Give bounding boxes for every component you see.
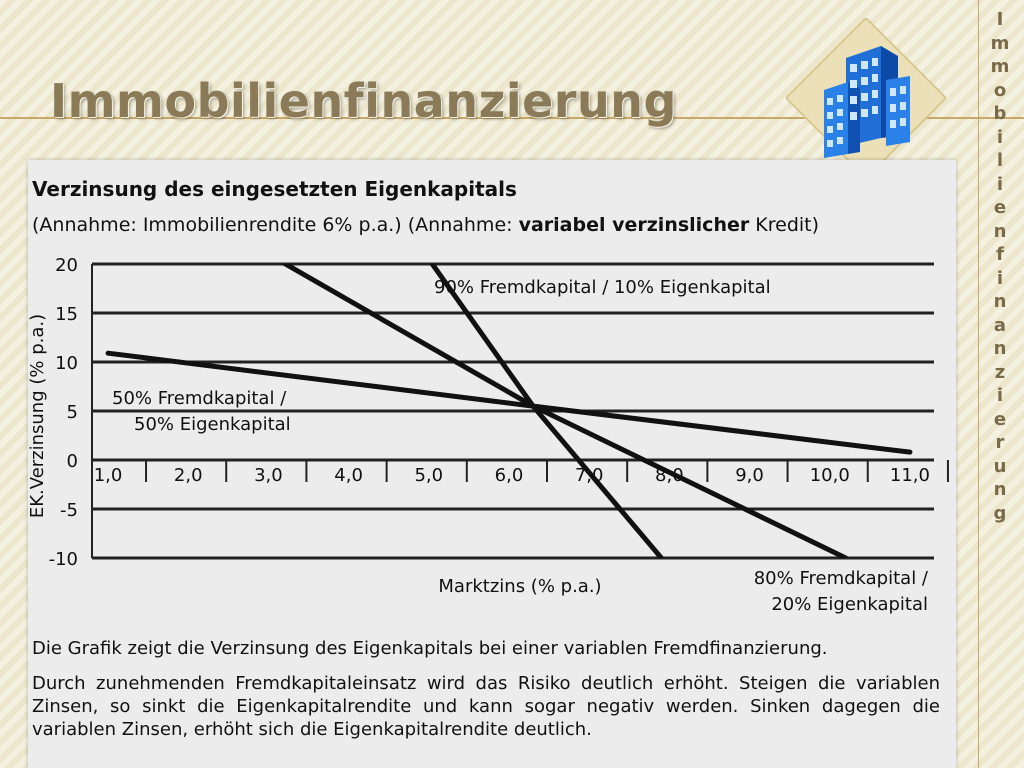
vertical-title-letter: n <box>993 338 1007 359</box>
x-tick-label: 9,0 <box>735 465 764 486</box>
x-tick-label: 4,0 <box>334 465 363 486</box>
assumption-bold: variabel verzinslicher <box>518 214 750 236</box>
x-tick-label: 6,0 <box>494 465 524 486</box>
series-label: 80% Fremdkapital / <box>753 568 928 589</box>
paragraph-1: Die Grafik zeigt die Verzinsung des Eigenkapitals bei einer variablen Fremdfinanzierung. <box>32 638 828 659</box>
vertical-title-letter: I <box>996 9 1004 30</box>
x-tick-label: 5,0 <box>414 465 444 486</box>
x-tick-label: 1,0 <box>93 465 123 486</box>
x-tick-label: 2,0 <box>173 465 203 486</box>
y-tick-label: -10 <box>48 549 78 570</box>
slide-title: Immobilienfinanzierung <box>50 74 677 128</box>
vertical-title-letter: e <box>993 408 1007 430</box>
vertical-title-letter: b <box>993 103 1007 124</box>
vertical-title-letter: n <box>993 291 1007 312</box>
vertical-title-letter: m <box>990 32 1010 54</box>
series-label: 50% Eigenkapital <box>134 414 291 435</box>
vertical-title-letter: o <box>993 79 1007 101</box>
x-tick-label: 8,0 <box>655 465 684 486</box>
series-label: 50% Fremdkapital / <box>112 388 287 409</box>
vertical-title-letter: i <box>996 385 1004 406</box>
vertical-title-letter: e <box>993 197 1007 218</box>
y-tick-label: 20 <box>55 255 78 276</box>
vertical-title-letter: g <box>993 502 1007 524</box>
y-tick-label: -5 <box>60 500 78 521</box>
vertical-title-letter: z <box>994 361 1006 383</box>
vertical-title-letter: n <box>993 220 1007 242</box>
series-label: 90% Fremdkapital / 10% Eigenkapital <box>434 277 771 298</box>
vertical-title-letter: f <box>996 244 1004 265</box>
paragraph-2: Durch zunehmenden Fremdkapitaleinsatz wird das Risiko deutlich erhöht. Steigen die variablen Zinsen, so sinkt die Eigenkapitalrendite und kann sogar negativ werden. Sinken dagegen die variablen Zinsen, erhöht sich die Eigenkapitalrendite deutlich. <box>32 673 940 740</box>
series-line-2 <box>268 254 845 558</box>
content-heading: Verzinsung des eingesetzten Eigenkapitals <box>32 177 517 201</box>
vertical-title-letter: r <box>995 432 1005 453</box>
x-tick-label: 11,0 <box>889 465 930 486</box>
vertical-title <box>984 8 1016 525</box>
y-tick-label: 5 <box>66 402 78 423</box>
x-axis-label: Marktzins (% p.a.) <box>438 576 602 597</box>
assumption-part1: (Annahme: Immobilienrendite 6% p.a.) (Annahme: <box>32 214 519 236</box>
y-tick-label: 15 <box>55 304 78 325</box>
x-tick-label: 3,0 <box>254 465 283 486</box>
vertical-title-letter: i <box>996 126 1004 148</box>
x-tick-label: 10,0 <box>809 465 850 486</box>
vertical-title-letter: l <box>996 150 1004 171</box>
x-tick-label: 7,0 <box>574 465 604 486</box>
assumption-part2: Kredit) <box>749 214 820 236</box>
y-axis-label: EK.Verzinsung (% p.a.) <box>27 313 48 519</box>
y-tick-label: 0 <box>66 451 78 472</box>
vertical-title-letter: m <box>990 56 1010 77</box>
vertical-title-letter: n <box>993 479 1007 500</box>
series-label: 20% Eigenkapital <box>771 594 928 615</box>
vertical-title-letter: i <box>996 173 1004 195</box>
y-tick-label: 10 <box>55 353 78 374</box>
vertical-title-letter: u <box>993 455 1007 477</box>
vertical-title-letter: i <box>996 267 1004 289</box>
vertical-title-letter: a <box>993 314 1007 336</box>
